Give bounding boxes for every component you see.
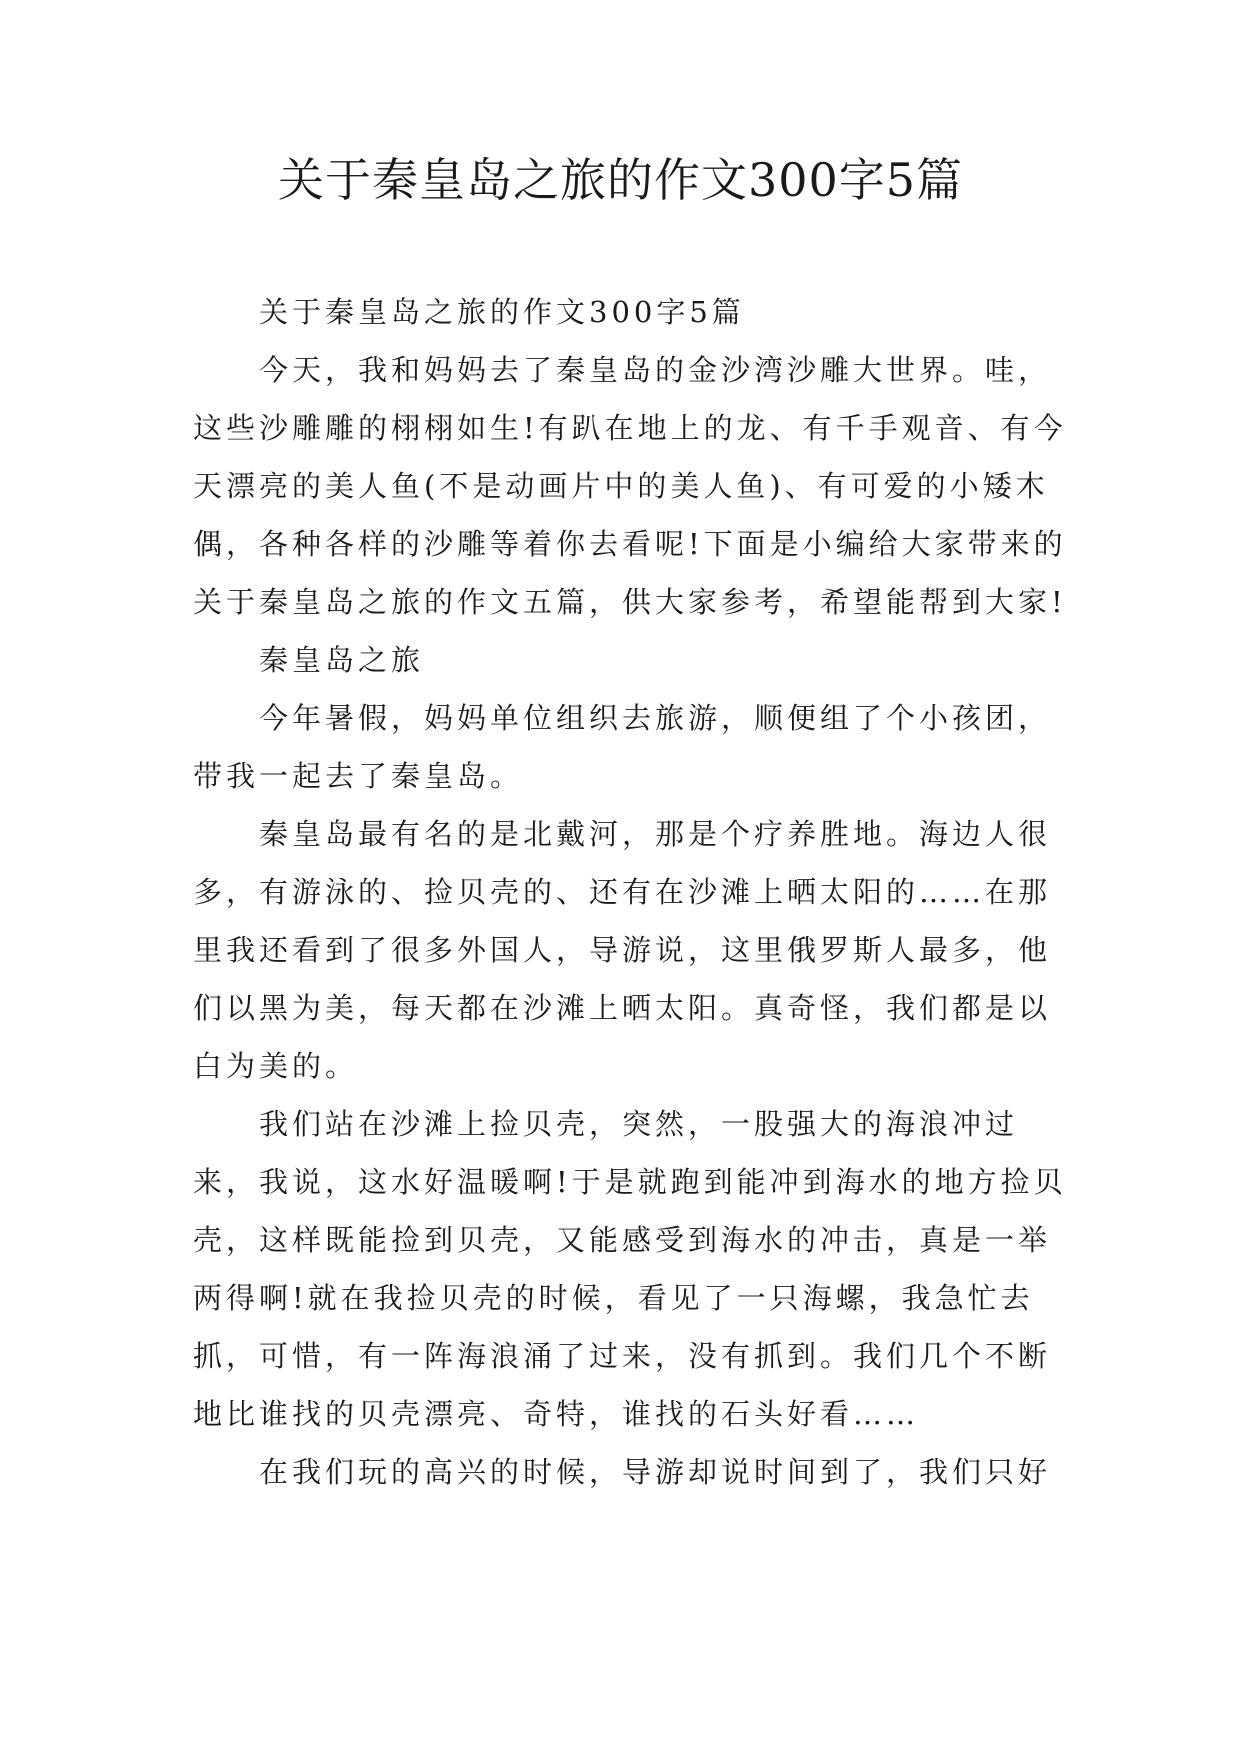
paragraph: 在我们玩的高兴的时候，导游却说时间到了，我们只好: [259, 1455, 1052, 1489]
paragraph-subtitle: 关于秦皇岛之旅的作文300字5篇: [259, 295, 745, 329]
paragraph: 今年暑假，妈妈单位组织去旅游，顺便组了个小孩团，带我一起去了秦皇岛。: [193, 701, 1052, 793]
paragraph-intro: 今天，我和妈妈去了秦皇岛的金沙湾沙雕大世界。哇，这些沙雕雕的栩栩如生!有趴在地上的龙、有千手观音、有今天漂亮的美人鱼(不是动画片中的美人鱼)、有可爱的小矮木偶，各种各样的沙雕等着你去看呢!下面是小编给大家带来的关于秦皇岛之旅的作文五篇，供大家参考，希望能帮到大家!: [193, 353, 1067, 619]
paragraph: 秦皇岛最有名的是北戴河，那是个疗养胜地。海边人很多，有游泳的、捡贝壳的、还有在沙滩上晒太阳的……在那里我还看到了很多外国人，导游说，这里俄罗斯人最多，他们以黑为美，每天都在沙滩上晒太阳。真奇怪，我们都是以白为美的。: [193, 817, 1052, 1083]
paragraph-section-heading: 秦皇岛之旅: [259, 643, 425, 677]
paragraph: 我们站在沙滩上捡贝壳，突然，一股强大的海浪冲过来，我说，这水好温暖啊!于是就跑到能冲到海水的地方捡贝壳，这样既能捡到贝壳，又能感受到海水的冲击，真是一举两得啊!就在我捡贝壳的时候，看见了一只海螺，我急忙去抓，可惜，有一阵海浪涌了过来，没有抓到。我们几个不断地比谁找的贝壳漂亮、奇特，谁找的石头好看……: [193, 1107, 1067, 1431]
document-body: [193, 283, 1073, 1501]
document-title: 关于秦皇岛之旅的作文300字5篇: [277, 153, 964, 207]
